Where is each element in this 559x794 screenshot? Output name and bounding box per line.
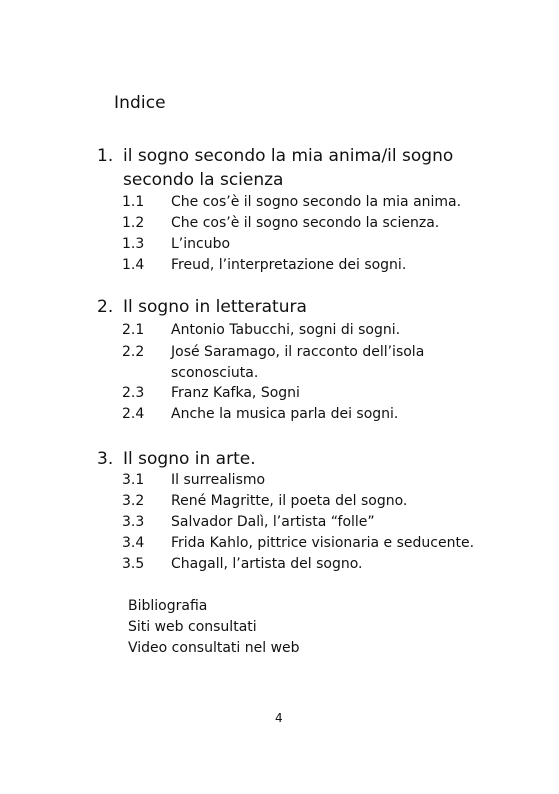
section-title: Che cos’è il sogno secondo la mia anima. (171, 194, 462, 210)
section-title: René Magritte, il poeta del sogno. (171, 493, 408, 509)
section-number: 3.2 (122, 493, 145, 509)
section-number: 3.5 (122, 556, 145, 572)
section-title: Antonio Tabucchi, sogni di sogni. (171, 322, 401, 338)
page-number: 4 (275, 711, 283, 725)
chapter-title-line-1: Il sogno in letteratura (123, 297, 307, 317)
websites-entry: Siti web consultati (128, 619, 257, 635)
section-title: L’incubo (171, 236, 231, 252)
section-title: Franz Kafka, Sogni (171, 385, 300, 401)
chapter-title-line-2: secondo la scienza (123, 170, 284, 190)
section-title: Il surrealismo (171, 472, 266, 488)
chapter-number: 3. (97, 449, 114, 469)
section-number: 2.2 (122, 344, 145, 360)
bibliography-entry: Bibliografia (128, 598, 208, 614)
section-number: 2.1 (122, 322, 145, 338)
section-number: 3.4 (122, 535, 145, 551)
section-title-line-2: sconosciuta. (171, 365, 259, 381)
chapter-title-line-1: il sogno secondo la mia anima/il sogno (123, 146, 454, 166)
section-title: José Saramago, il racconto dell’isola (171, 344, 425, 360)
section-number: 3.3 (122, 514, 145, 530)
section-number: 1.4 (122, 257, 145, 273)
section-number: 2.4 (122, 406, 145, 422)
section-number: 1.2 (122, 215, 145, 231)
section-title: Frida Kahlo, pittrice visionaria e seducente. (171, 535, 475, 551)
section-title: Salvador Dalì, l’artista “folle” (171, 514, 375, 530)
section-number: 3.1 (122, 472, 145, 488)
chapter-title-line-1: Il sogno in arte. (123, 449, 256, 469)
section-number: 1.3 (122, 236, 145, 252)
index-title: Indice (114, 93, 166, 113)
section-title: Freud, l’interpretazione dei sogni. (171, 257, 407, 273)
videos-entry: Video consultati nel web (128, 640, 300, 656)
section-title: Anche la musica parla dei sogni. (171, 406, 399, 422)
section-number: 1.1 (122, 194, 145, 210)
chapter-number: 2. (97, 297, 114, 317)
section-title: Chagall, l’artista del sogno. (171, 556, 363, 572)
section-title: Che cos’è il sogno secondo la scienza. (171, 215, 440, 231)
chapter-number: 1. (97, 146, 114, 166)
section-number: 2.3 (122, 385, 145, 401)
